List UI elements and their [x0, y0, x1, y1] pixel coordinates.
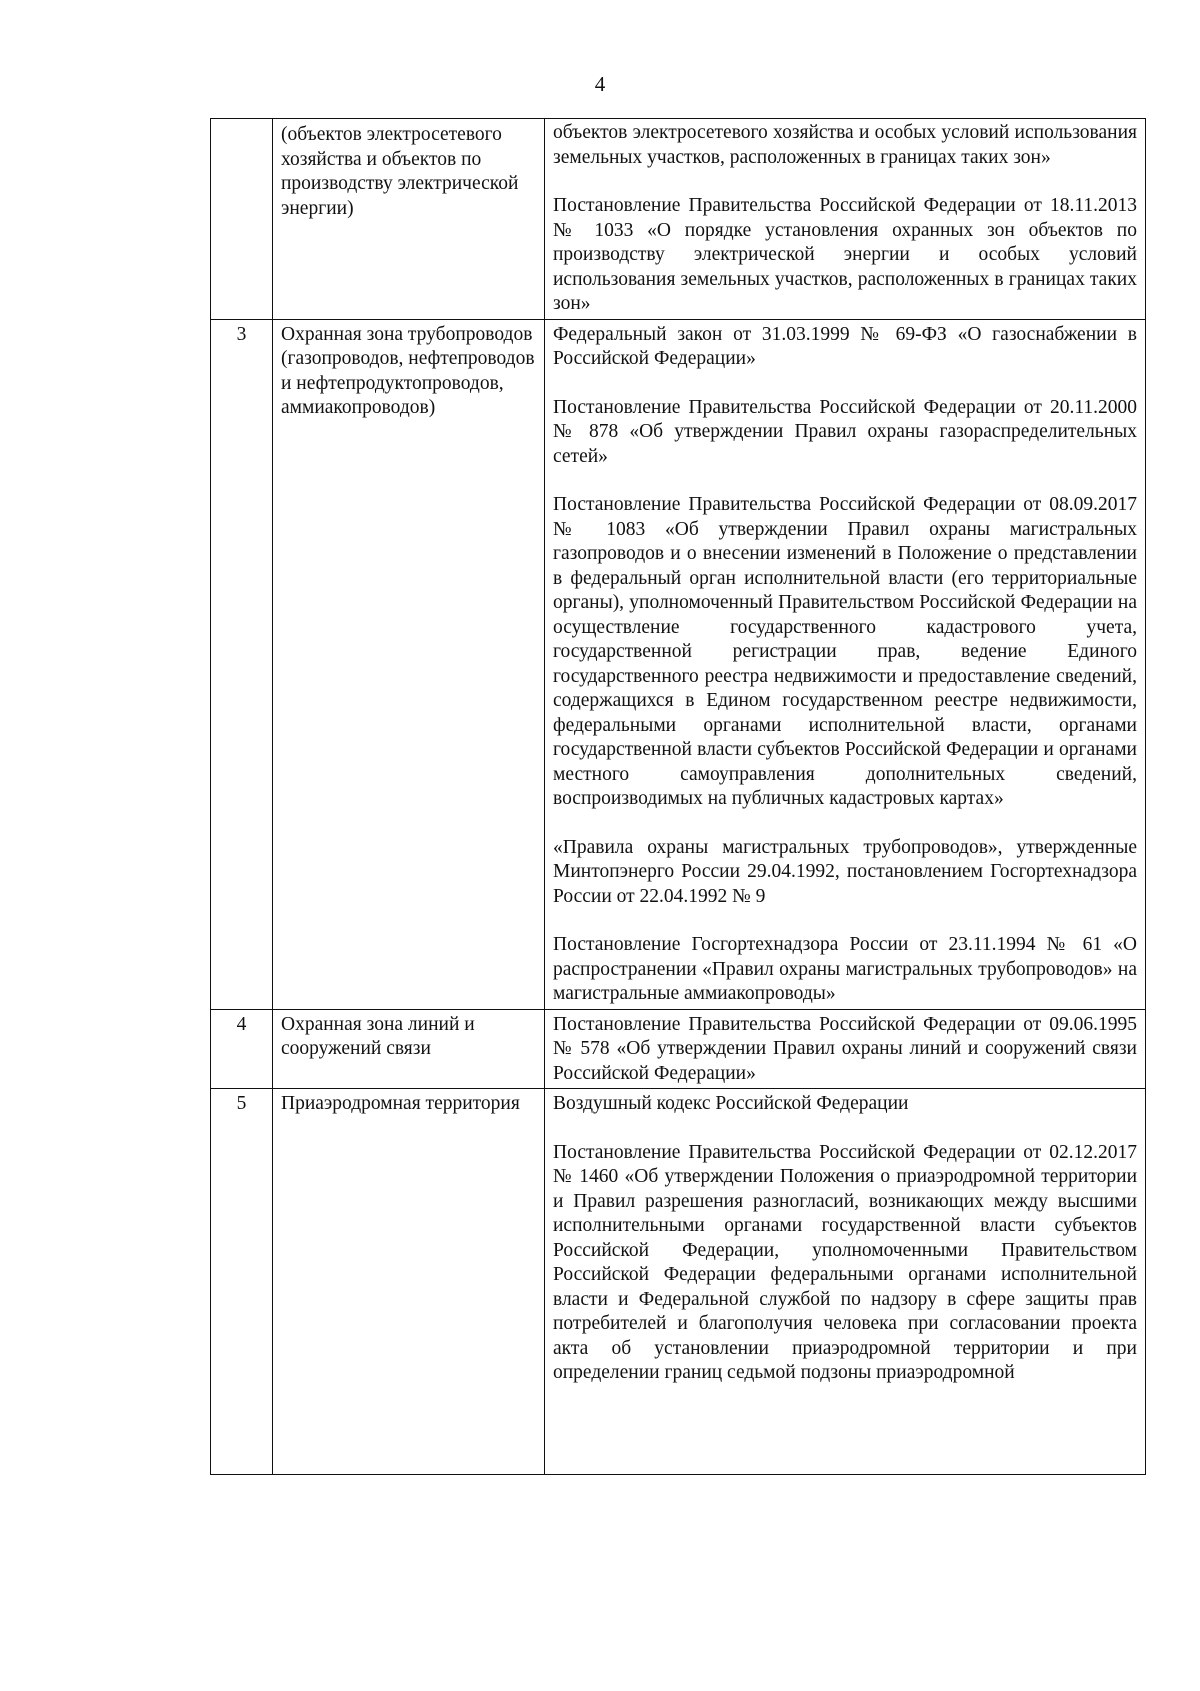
- legal-document: Постановление Госгортехнадзора России от 23.11.1994 № 61 «О распространении «Правил охраны магистральных трубопроводов» на магистральные аммиакопроводы»: [553, 934, 1137, 1004]
- table-row: [211, 1009, 1146, 1089]
- legal-document: «Правила охраны магистральных трубопроводов», утвержденные Минтопэнерго России 29.04.1992, постановлением Госгортехнадзора России от 22.04.1992 № 9: [553, 836, 1137, 907]
- legal-document: Федеральный закон от 31.03.1999 № 69-ФЗ «О газоснабжении в Российской Федерации»: [553, 323, 1137, 369]
- legal-document: Постановление Правительства Российской Федерации от 20.11.2000 № 878 «Об утверждении Правил охраны газораспределительных сетей»: [553, 396, 1137, 467]
- row-number: 5: [211, 1089, 273, 1475]
- zone-name: Приаэродромная территория: [273, 1089, 545, 1475]
- row-number: 4: [211, 1009, 273, 1089]
- zone-name: Охранная зона трубопроводов (газопроводов, нефтепроводов и нефтепродуктопроводов, аммиакопроводов): [273, 319, 545, 1009]
- table-row: [211, 119, 1146, 320]
- page-number: 4: [594, 72, 606, 96]
- legal-document: Постановление Правительства Российской Федерации от 09.06.1995 № 578 «Об утверждении Правил охраны линий и сооружений связи Российской Федерации»: [553, 1013, 1137, 1084]
- legal-documents: [545, 1009, 1146, 1089]
- legal-documents: [545, 319, 1146, 1009]
- legal-document: объектов электросетевого хозяйства и особых условий использования земельных участков, расположенных в границах таких зон»: [553, 122, 1137, 168]
- legal-document: Воздушный кодекс Российской Федерации: [553, 1093, 909, 1114]
- legal-document: Постановление Правительства Российской Федерации от 08.09.2017 № 1083 «Об утверждении Правил охраны магистральных газопроводов и о внесении изменений в Положение о представлении в федеральный орган исполнительной власти (его территориальные органы), уполномоченный Правительством Российской Федерации на осуществление государственного кадастрового учета, государственной регистрации прав, ведение Единого государственного реестра недвижимости и предоставление сведений, содержащихся в Едином государственном реестре недвижимости, федеральными органами исполнительной власти, органами государственной власти субъектов Российской Федерации и органами местного самоуправления дополнительных сведений, воспроизводимых на публичных кадастровых картах»: [553, 494, 1137, 809]
- legal-document: Постановление Правительства Российской Федерации от 02.12.2017 № 1460 «Об утверждении Положения о приаэродромной территории и Правил разрешения разногласий, возникающих между высшими исполнительными органами государственной власти субъектов Российской Федерации, уполномоченными Правительством Российской Федерации федеральными органами исполнительной власти и Федеральной службой по надзору в сфере защиты прав потребителей и благополучия человека при согласовании проекта акта об установлении приаэродромной территории и при определении границ седьмой подзоны приаэродромной: [553, 1141, 1137, 1383]
- table-row: [211, 319, 1146, 1009]
- legal-documents: [545, 119, 1146, 320]
- zone-name: (объектов электросетевого хозяйства и объектов по производству электрической энергии): [273, 119, 545, 320]
- zone-name: Охранная зона линий и сооружений связи: [273, 1009, 545, 1089]
- legal-documents: [545, 1089, 1146, 1475]
- regulations-table: [210, 118, 1146, 1475]
- row-number: [211, 119, 273, 320]
- legal-document: Постановление Правительства Российской Федерации от 18.11.2013 № 1033 «О порядке установления охранных зон объектов по производству электрической энергии и особых условий использования земельных участков, расположенных в границах таких зон»: [553, 195, 1137, 314]
- row-number: 3: [211, 319, 273, 1009]
- table-row: [211, 1089, 1146, 1475]
